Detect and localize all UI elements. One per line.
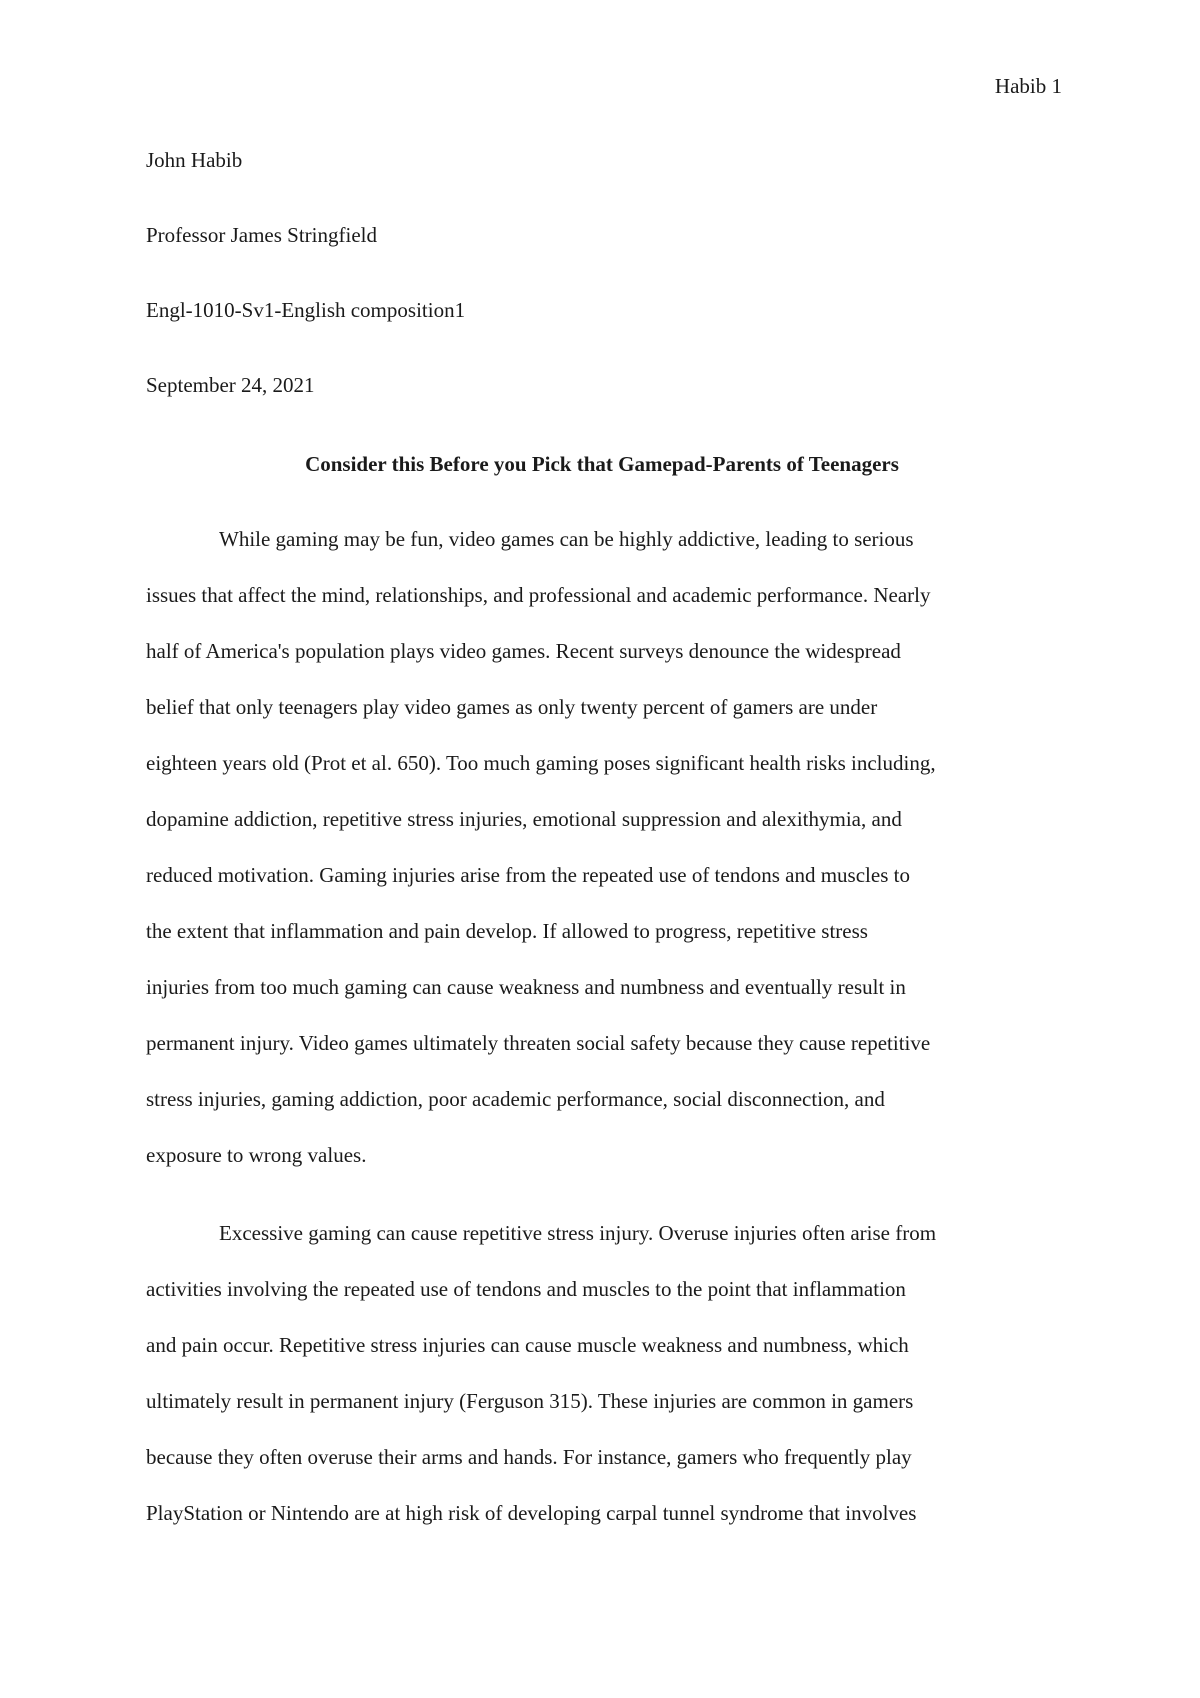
paragraph-line: ultimately result in permanent injury (Ferguson 315). These injuries are common in gamers bbox=[146, 1389, 914, 1413]
paragraph-line: permanent injury. Video games ultimately threaten social safety because they cause repetitive bbox=[146, 1031, 931, 1055]
paragraph-line: belief that only teenagers play video games as only twenty percent of gamers are under bbox=[146, 695, 878, 719]
mla-heading bbox=[146, 148, 1058, 448]
paragraph-line: half of America's population plays video games. Recent surveys denounce the widespread bbox=[146, 639, 901, 663]
paragraph-1 bbox=[146, 511, 1058, 1183]
paragraph-line: issues that affect the mind, relationships, and professional and academic performance. Nearly bbox=[146, 583, 931, 607]
student-name: John Habib bbox=[146, 148, 243, 172]
paragraph-line: eighteen years old (Prot et al. 650). Too much gaming poses significant health risks including, bbox=[146, 751, 936, 775]
paragraph-line: reduced motivation. Gaming injuries arise from the repeated use of tendons and muscles to bbox=[146, 863, 910, 887]
paragraph-line: While gaming may be fun, video games can be highly addictive, leading to serious bbox=[219, 527, 914, 551]
paragraph-line: exposure to wrong values. bbox=[146, 1143, 367, 1167]
paragraph-line: stress injuries, gaming addiction, poor academic performance, social disconnection, and bbox=[146, 1087, 885, 1111]
paragraph-line: because they often overuse their arms and hands. For instance, gamers who frequently play bbox=[146, 1445, 912, 1469]
essay-title: Consider this Before you Pick that Gamepad-Parents of Teenagers bbox=[305, 452, 899, 476]
paragraph-line: activities involving the repeated use of tendons and muscles to the point that inflammation bbox=[146, 1277, 906, 1301]
course-name: Engl-1010-Sv1-English composition1 bbox=[146, 298, 466, 322]
running-head: Habib 1 bbox=[994, 74, 1062, 98]
date: September 24, 2021 bbox=[146, 373, 315, 397]
professor-name: Professor James Stringfield bbox=[146, 223, 377, 247]
paragraph-line: dopamine addiction, repetitive stress injuries, emotional suppression and alexithymia, and bbox=[146, 807, 902, 831]
paragraph-line: and pain occur. Repetitive stress injuries can cause muscle weakness and numbness, which bbox=[146, 1333, 909, 1357]
paragraph-line: Excessive gaming can cause repetitive stress injury. Overuse injuries often arise from bbox=[219, 1221, 937, 1245]
paragraph-2 bbox=[146, 1205, 1058, 1541]
paragraph-line: injuries from too much gaming can cause weakness and numbness and eventually result in bbox=[146, 975, 906, 999]
paragraph-line: the extent that inflammation and pain develop. If allowed to progress, repetitive stress bbox=[146, 919, 868, 943]
paragraph-line: PlayStation or Nintendo are at high risk of developing carpal tunnel syndrome that involves bbox=[146, 1501, 917, 1525]
